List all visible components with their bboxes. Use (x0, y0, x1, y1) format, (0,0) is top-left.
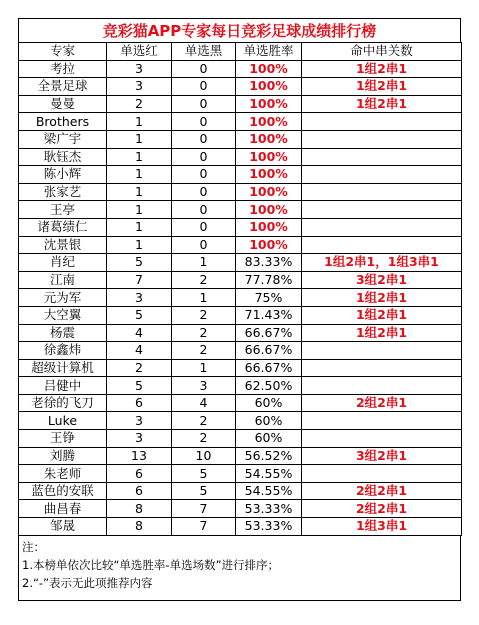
single-black-cell: 0 (172, 166, 236, 184)
single-red-cell: 1 (107, 183, 172, 201)
expert-name-cell: 考拉 (19, 60, 107, 78)
single-red-cell: 3 (107, 78, 172, 96)
parlay-hits-cell (302, 430, 462, 448)
parlay-hits-cell (302, 377, 462, 395)
table-row (19, 78, 462, 96)
win-rate-cell: 56.52% (236, 447, 302, 465)
parlay-hits-cell: 1组2串1 (302, 324, 462, 342)
expert-name-cell: 徐鑫炜 (19, 342, 107, 360)
win-rate-cell: 54.55% (236, 465, 302, 483)
parlay-hits-cell: 3组2串1 (302, 447, 462, 465)
table-row (19, 148, 462, 166)
single-red-cell: 4 (107, 342, 172, 360)
expert-name-cell: 肖纪 (19, 254, 107, 272)
table-row (19, 359, 462, 377)
expert-name-cell: 老徐的飞刀 (19, 394, 107, 412)
expert-name-cell: 蓝色的安联 (19, 482, 107, 500)
parlay-hits-cell (302, 148, 462, 166)
single-black-cell: 5 (172, 482, 236, 500)
single-black-cell: 0 (172, 78, 236, 96)
single-black-cell: 2 (172, 412, 236, 430)
win-rate-cell: 53.33% (236, 518, 302, 536)
parlay-hits-cell (302, 359, 462, 377)
win-rate-cell: 100% (236, 78, 302, 96)
single-black-cell: 7 (172, 518, 236, 536)
expert-name-cell: 邹晟 (19, 518, 107, 536)
expert-name-cell: 张家艺 (19, 183, 107, 201)
expert-name-cell: 江南 (19, 271, 107, 289)
single-black-cell: 1 (172, 359, 236, 377)
parlay-hits-cell: 1组2串1 (302, 78, 462, 96)
expert-name-cell: Luke (19, 412, 107, 430)
parlay-hits-cell: 2组2串1 (302, 394, 462, 412)
win-rate-cell: 60% (236, 394, 302, 412)
table-row (19, 518, 462, 536)
single-red-cell: 3 (107, 412, 172, 430)
win-rate-cell: 62.50% (236, 377, 302, 395)
win-rate-cell: 77.78% (236, 271, 302, 289)
notes-heading: 注： (22, 539, 45, 554)
single-red-cell: 1 (107, 201, 172, 219)
single-black-cell: 0 (172, 183, 236, 201)
single-red-cell: 5 (107, 377, 172, 395)
table-row (19, 130, 462, 148)
header-single-red: 单选红 (107, 43, 172, 61)
table-row (19, 236, 462, 254)
single-red-cell: 2 (107, 95, 172, 113)
parlay-hits-cell (302, 412, 462, 430)
single-black-cell: 1 (172, 289, 236, 307)
expert-name-cell: Brothers (19, 113, 107, 131)
win-rate-cell: 66.67% (236, 359, 302, 377)
parlay-hits-cell (302, 183, 462, 201)
single-red-cell: 2 (107, 359, 172, 377)
expert-name-cell: 刘腾 (19, 447, 107, 465)
expert-name-cell: 元为军 (19, 289, 107, 307)
expert-name-cell: 陈小辉 (19, 166, 107, 184)
single-red-cell: 4 (107, 324, 172, 342)
win-rate-cell: 100% (236, 201, 302, 219)
table-row (19, 465, 462, 483)
parlay-hits-cell: 1组2串1 (302, 60, 462, 78)
single-red-cell: 13 (107, 447, 172, 465)
single-red-cell: 3 (107, 289, 172, 307)
table-row (19, 412, 462, 430)
single-black-cell: 0 (172, 113, 236, 131)
header-expert: 专家 (19, 43, 107, 61)
single-red-cell: 5 (107, 306, 172, 324)
single-black-cell: 0 (172, 130, 236, 148)
single-red-cell: 8 (107, 500, 172, 518)
single-black-cell: 2 (172, 306, 236, 324)
table-row (19, 218, 462, 236)
single-red-cell: 5 (107, 254, 172, 272)
single-red-cell: 1 (107, 130, 172, 148)
expert-name-cell: 诸葛绩仁 (19, 218, 107, 236)
single-red-cell: 6 (107, 394, 172, 412)
single-red-cell: 1 (107, 236, 172, 254)
single-black-cell: 7 (172, 500, 236, 518)
parlay-hits-cell: 2组2串1 (302, 482, 462, 500)
notes-box (18, 536, 461, 601)
single-red-cell: 1 (107, 166, 172, 184)
parlay-hits-cell: 1组2串1 (302, 95, 462, 113)
page-title: 竞彩猫APP专家每日竞彩足球成绩排行榜 (18, 18, 461, 42)
single-red-cell: 7 (107, 271, 172, 289)
expert-name-cell: 吕健中 (19, 377, 107, 395)
expert-name-cell: 大空翼 (19, 306, 107, 324)
win-rate-cell: 66.67% (236, 342, 302, 360)
single-black-cell: 2 (172, 324, 236, 342)
win-rate-cell: 66.67% (236, 324, 302, 342)
parlay-hits-cell (302, 166, 462, 184)
table-row (19, 201, 462, 219)
table-row (19, 394, 462, 412)
parlay-hits-cell: 1组2串1 (302, 289, 462, 307)
single-red-cell: 8 (107, 518, 172, 536)
parlay-hits-cell: 2组2串1 (302, 500, 462, 518)
win-rate-cell: 100% (236, 60, 302, 78)
table-body (19, 60, 462, 535)
table-row (19, 306, 462, 324)
parlay-hits-cell (302, 201, 462, 219)
single-black-cell: 5 (172, 465, 236, 483)
expert-name-cell: 曼曼 (19, 95, 107, 113)
win-rate-cell: 75% (236, 289, 302, 307)
single-black-cell: 0 (172, 218, 236, 236)
header-single-black: 单选黑 (172, 43, 236, 61)
table-row (19, 342, 462, 360)
expert-name-cell: 沈景银 (19, 236, 107, 254)
win-rate-cell: 60% (236, 430, 302, 448)
parlay-hits-cell (302, 342, 462, 360)
table-row (19, 271, 462, 289)
expert-name-cell: 曲昌春 (19, 500, 107, 518)
expert-name-cell: 梁广宇 (19, 130, 107, 148)
table-row (19, 166, 462, 184)
parlay-hits-cell (302, 218, 462, 236)
single-black-cell: 1 (172, 254, 236, 272)
win-rate-cell: 53.33% (236, 500, 302, 518)
table-row (19, 447, 462, 465)
win-rate-cell: 100% (236, 148, 302, 166)
ranking-table (18, 42, 462, 536)
single-red-cell: 6 (107, 482, 172, 500)
table-row (19, 430, 462, 448)
parlay-hits-cell (302, 130, 462, 148)
single-red-cell: 1 (107, 113, 172, 131)
single-black-cell: 0 (172, 148, 236, 166)
parlay-hits-cell (302, 113, 462, 131)
parlay-hits-cell: 1组2串1，1组3串1 (302, 254, 462, 272)
win-rate-cell: 100% (236, 218, 302, 236)
single-red-cell: 3 (107, 60, 172, 78)
expert-name-cell: 杨震 (19, 324, 107, 342)
single-black-cell: 0 (172, 95, 236, 113)
single-black-cell: 2 (172, 430, 236, 448)
single-red-cell: 1 (107, 148, 172, 166)
notes-line-2: 2.“-”表示无此项推荐内容 (22, 575, 153, 590)
table-header-row (19, 43, 462, 61)
win-rate-cell: 71.43% (236, 306, 302, 324)
parlay-hits-cell: 1组2串1 (302, 306, 462, 324)
single-black-cell: 2 (172, 342, 236, 360)
win-rate-cell: 100% (236, 166, 302, 184)
table-row (19, 60, 462, 78)
expert-name-cell: 耿钰杰 (19, 148, 107, 166)
win-rate-cell: 54.55% (236, 482, 302, 500)
parlay-hits-cell: 3组2串1 (302, 271, 462, 289)
single-black-cell: 2 (172, 271, 236, 289)
ranking-sheet (18, 18, 461, 601)
table-row (19, 482, 462, 500)
single-black-cell: 10 (172, 447, 236, 465)
win-rate-cell: 100% (236, 236, 302, 254)
single-black-cell: 0 (172, 201, 236, 219)
expert-name-cell: 全景足球 (19, 78, 107, 96)
notes-line-1: 1.本榜单依次比较“单选胜率-单选场数”进行排序； (22, 557, 280, 572)
parlay-hits-cell (302, 236, 462, 254)
win-rate-cell: 100% (236, 95, 302, 113)
table-row (19, 500, 462, 518)
table-row (19, 289, 462, 307)
expert-name-cell: 王亭 (19, 201, 107, 219)
single-black-cell: 0 (172, 236, 236, 254)
single-red-cell: 1 (107, 218, 172, 236)
win-rate-cell: 100% (236, 113, 302, 131)
table-row (19, 324, 462, 342)
table-row (19, 377, 462, 395)
single-black-cell: 3 (172, 377, 236, 395)
parlay-hits-cell: 1组3串1 (302, 518, 462, 536)
win-rate-cell: 60% (236, 412, 302, 430)
header-win-rate: 单选胜率 (236, 43, 302, 61)
single-red-cell: 3 (107, 430, 172, 448)
table-row (19, 254, 462, 272)
header-parlay-hits: 命中串关数 (302, 43, 462, 61)
single-red-cell: 6 (107, 465, 172, 483)
win-rate-cell: 100% (236, 130, 302, 148)
single-black-cell: 0 (172, 60, 236, 78)
expert-name-cell: 王铮 (19, 430, 107, 448)
win-rate-cell: 100% (236, 183, 302, 201)
table-row (19, 113, 462, 131)
table-row (19, 95, 462, 113)
single-black-cell: 4 (172, 394, 236, 412)
win-rate-cell: 83.33% (236, 254, 302, 272)
parlay-hits-cell (302, 465, 462, 483)
expert-name-cell: 朱老师 (19, 465, 107, 483)
expert-name-cell: 超级计算机 (19, 359, 107, 377)
table-row (19, 183, 462, 201)
